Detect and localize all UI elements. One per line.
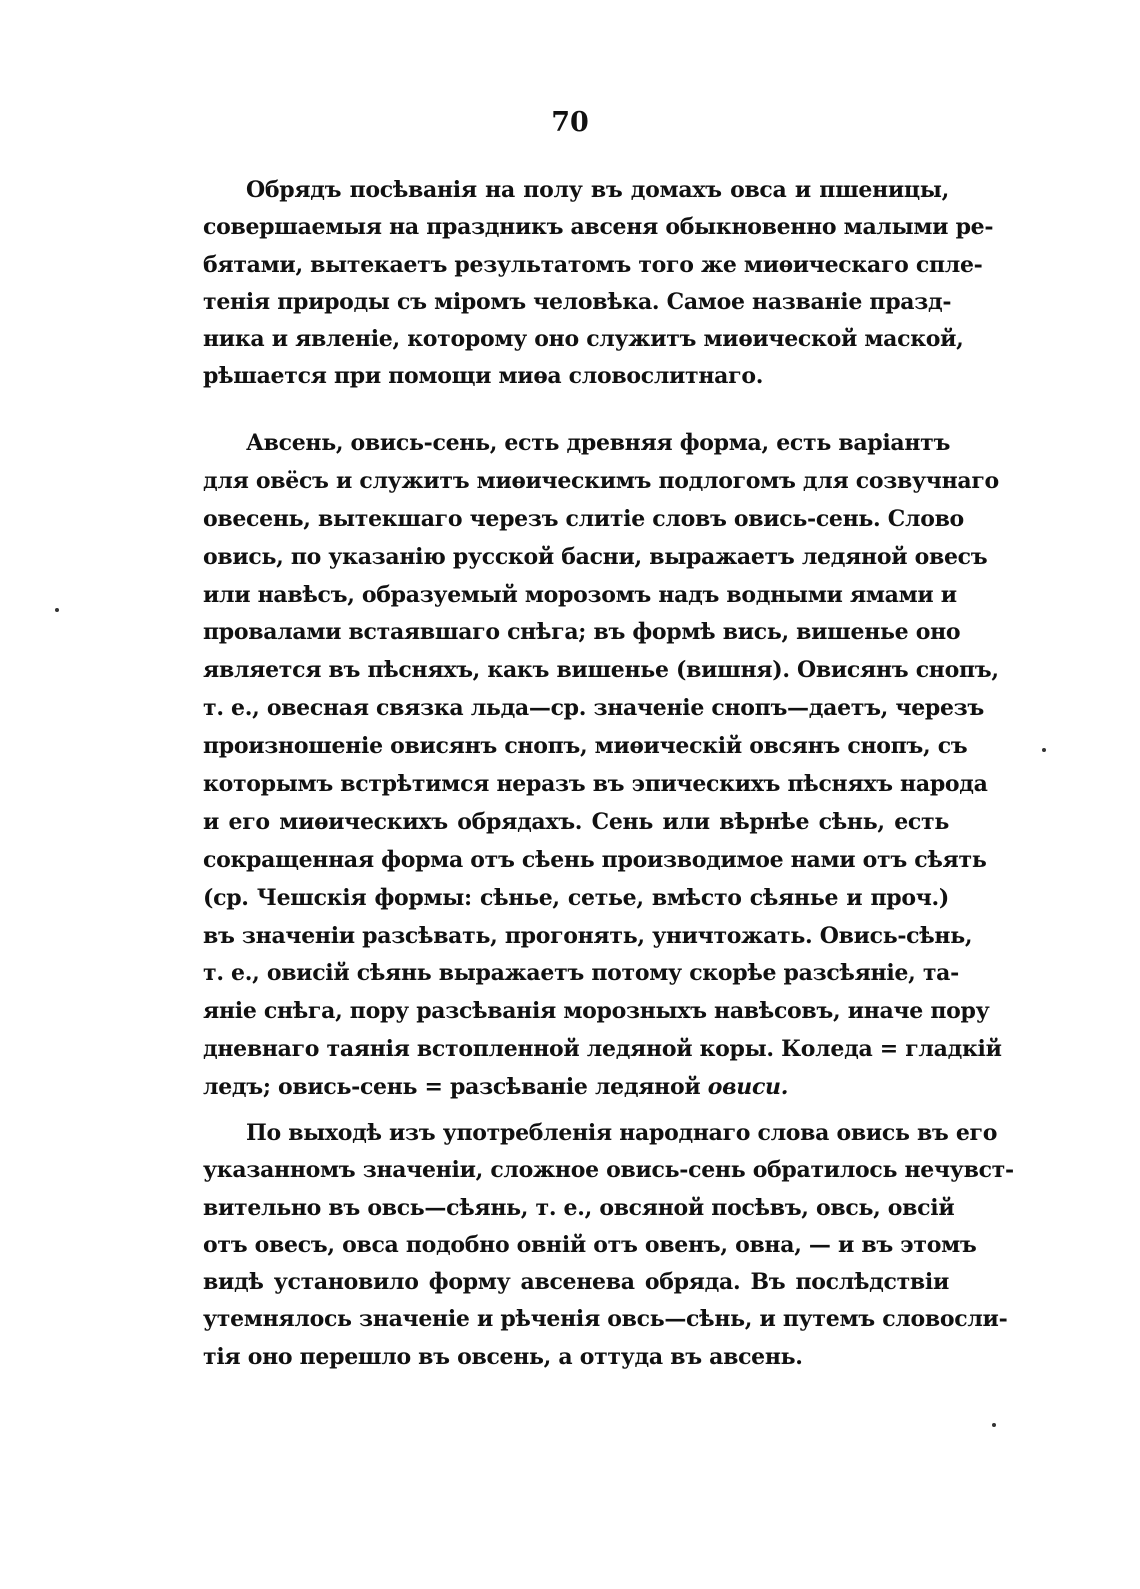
scan-speck bbox=[992, 1423, 996, 1427]
text-line: или навѣсъ, образуемый морозомъ надъ водными ямами и bbox=[203, 581, 957, 608]
scan-speck bbox=[1042, 748, 1046, 752]
text-line: провалами встаявшаго снѣга; въ формѣ вись, вишенье оно bbox=[203, 619, 961, 646]
text-line: бятами, вытекаетъ результатомъ того же миѳическаго спле- bbox=[203, 251, 983, 278]
page-number: 70 bbox=[551, 107, 589, 138]
text-line: произношеніе овисянъ снопъ, миѳическій овсянъ снопъ, съ bbox=[203, 733, 968, 760]
text-line: овесень, вытекшаго черезъ слитіе словъ овись-сень. Слово bbox=[203, 505, 964, 532]
text-line: яніе снѣга, пору разсѣванія морозныхъ навѣсовъ, иначе пору bbox=[203, 998, 990, 1025]
paragraph-3 bbox=[203, 1115, 1014, 1376]
text-line: для овёсъ и служитъ миѳическимъ подлогомъ для созвучнаго bbox=[203, 467, 999, 494]
text-line: является въ пѣсняхъ, какъ вишенье (вишня). Овисянъ снопъ, bbox=[203, 657, 999, 684]
text-line: тенія природы съ міромъ человѣка. Самое названіе празд- bbox=[203, 288, 952, 315]
text-line: въ значеніи разсѣвать, прогонять, уничтожать. Овись-сѣнь, bbox=[203, 922, 973, 949]
paragraph-1 bbox=[203, 172, 994, 396]
text-line: Авсень, овись-сень, есть древняя форма, есть варіантъ bbox=[246, 430, 951, 456]
text-line: видѣ установило форму авсенева обряда. Въ послѣдствіи bbox=[203, 1269, 949, 1296]
text-line: овись, по указанію русской басни, выражаетъ ледяной овесъ bbox=[203, 543, 988, 570]
text-line: По выходѣ изъ употребленія народнаго слова овись въ его bbox=[246, 1120, 998, 1146]
text-line: и его миѳическихъ обрядахъ. Сень или вѣрнѣе сѣнь, есть bbox=[203, 808, 949, 835]
text-line: Обрядъ посѣванія на полу въ домахъ овса и пшеницы, bbox=[246, 177, 949, 203]
text-line: утемнялось значеніе и рѣченія овсь—сѣнь, и путемъ словосли- bbox=[203, 1306, 1008, 1333]
italic-word: овиси. bbox=[707, 1074, 789, 1101]
text-line: отъ овесъ, овса подобно овній отъ овенъ, овна, — и въ этомъ bbox=[203, 1231, 977, 1258]
text-line: сокращенная форма отъ сѣень производимое нами отъ сѣять bbox=[203, 846, 987, 873]
text-line: ника и явленіе, которому оно служитъ миѳической маской, bbox=[203, 326, 964, 353]
text-line: дневнаго таянія встопленной ледяной коры. Коледа = гладкій bbox=[203, 1036, 1002, 1063]
text-line bbox=[203, 1069, 949, 1107]
text-line: (ср. Чешскія формы: сѣнье, сетье, вмѣсто сѣянье и проч.) bbox=[203, 884, 949, 911]
text-line: рѣшается при помощи миѳа словослитнаго. bbox=[203, 363, 764, 390]
scan-speck bbox=[55, 608, 59, 612]
paragraph-2 bbox=[203, 425, 1002, 1107]
text-line: которымъ встрѣтимся неразъ въ эпическихъ пѣсняхъ народа bbox=[203, 771, 988, 798]
text-line: тія оно перешло въ овсень, а оттуда въ авсень. bbox=[203, 1343, 803, 1370]
text-segment: ледъ; овись-сень = разсѣваніе ледяной bbox=[203, 1074, 708, 1101]
text-line: т. е., овесная связка льда—ср. значеніе снопъ—даетъ, черезъ bbox=[203, 695, 984, 722]
text-line: т. е., овисій сѣянь выражаетъ потому скорѣе разсѣяніе, та- bbox=[203, 960, 959, 987]
text-line: указанномъ значеніи, сложное овись-сень обратилось нечувст- bbox=[203, 1157, 1014, 1184]
text-line: совершаемыя на праздникъ авсеня обыкновенно малыми ре- bbox=[203, 214, 994, 241]
text-line: вительно въ овсь—сѣянь, т. е., овсяной посѣвъ, овсь, овсій bbox=[203, 1194, 955, 1221]
